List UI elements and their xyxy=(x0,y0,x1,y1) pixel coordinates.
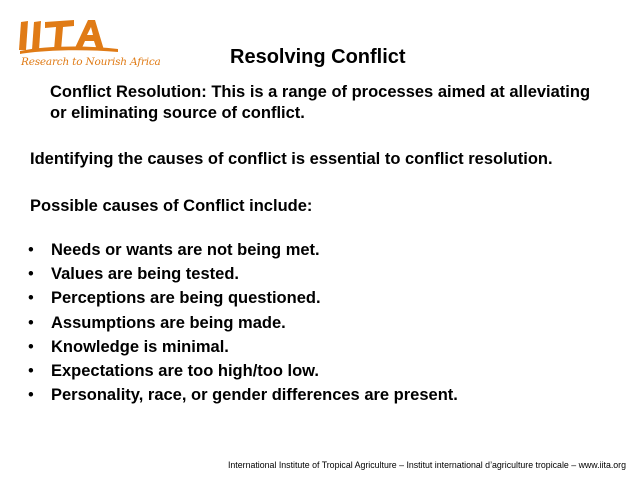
identifying-statement: Identifying the causes of conflict is essential to conflict resolution. xyxy=(30,150,553,168)
bullet-icon: • xyxy=(28,386,34,405)
bullet-icon: • xyxy=(28,289,34,308)
list-item-text: Assumptions are being made. xyxy=(51,313,286,332)
list-item xyxy=(28,262,458,286)
bullet-icon: • xyxy=(28,313,34,332)
logo-tagline: Research to Nourish Africa xyxy=(21,56,161,68)
slide-title: Resolving Conflict xyxy=(230,46,406,68)
bullet-icon: • xyxy=(28,362,34,381)
list-item xyxy=(28,286,458,310)
bullet-icon: • xyxy=(28,265,34,284)
iita-logo xyxy=(14,12,161,72)
list-item-text: Values are being tested. xyxy=(51,265,239,284)
causes-list xyxy=(28,238,458,407)
list-item xyxy=(28,238,458,262)
list-item-text: Perceptions are being questioned. xyxy=(51,289,321,308)
footer-text: International Institute of Tropical Agriculture – Institut international d’agriculture tropicale – www.iita.org xyxy=(227,460,626,470)
causes-heading: Possible causes of Conflict include: xyxy=(30,197,313,215)
list-item-text: Knowledge is minimal. xyxy=(51,337,229,356)
list-item-text: Expectations are too high/too low. xyxy=(51,362,319,381)
list-item-text: Needs or wants are not being met. xyxy=(51,241,320,259)
bullet-icon: • xyxy=(28,337,34,356)
list-item xyxy=(28,335,458,359)
iita-wordmark-icon xyxy=(14,12,134,56)
list-item xyxy=(28,311,458,335)
definition-text: Conflict Resolution: This is a range of processes aimed at alleviating or eliminating source of conflict. xyxy=(50,83,591,122)
list-item-text: Personality, race, or gender differences are present. xyxy=(51,386,458,405)
bullet-icon: • xyxy=(28,241,34,259)
list-item xyxy=(28,359,458,383)
list-item xyxy=(28,383,458,407)
